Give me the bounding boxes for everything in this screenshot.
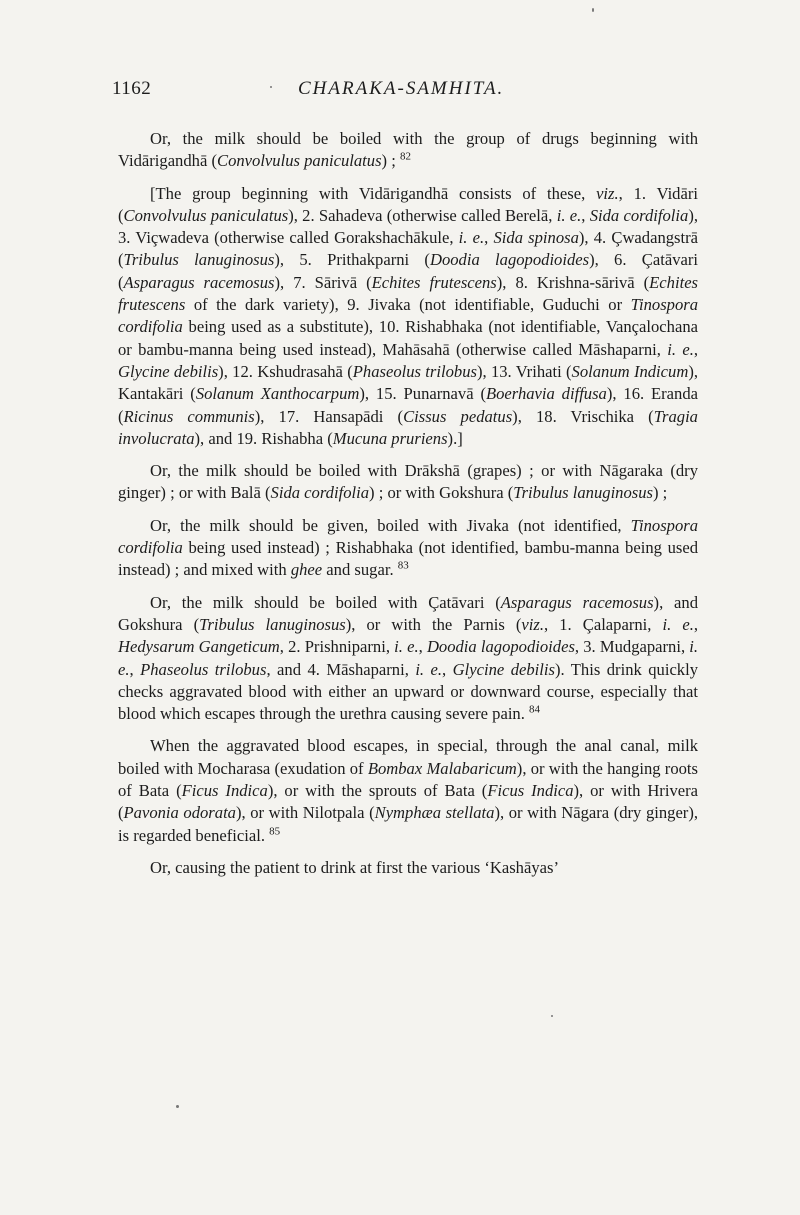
- scan-speck: [176, 1105, 179, 1108]
- italic-term: Tribulus lanuginosus: [199, 614, 346, 634]
- italic-term: i. e.: [667, 339, 694, 359]
- text-run: Or, causing the patient to drink at first the various ‘Kashāyas’: [150, 857, 559, 877]
- paragraph-p6: [118, 735, 698, 846]
- text-run: ), 4. Çwadangstrā (: [118, 228, 699, 270]
- text-run: , 1. Çalaparni,: [544, 614, 663, 634]
- text-run: ,: [693, 339, 699, 359]
- text-run: ).]: [447, 428, 463, 448]
- italic-term: Doodia lagopodioides: [426, 637, 575, 657]
- text-run: ), or with the hanging roots of Bata (: [118, 758, 698, 801]
- text-run: Or, the milk should be boiled with Drākshā (grapes) ; or with Nāgaraka (dry ginger) ; or with Balā (: [118, 461, 698, 503]
- running-head: CHARAKA-SAMHITA.: [298, 78, 505, 99]
- italic-term: Tinospora cordifolia: [118, 515, 698, 558]
- text-run: of the dark variety), 9. Jivaka (not identifiable, Guduchi or: [185, 295, 631, 315]
- italic-term: Convolvulus paniculatus: [217, 151, 382, 171]
- text-run: ). This drink quickly checks aggravated blood with either an upward or downward course, especially that blood which escapes through the urethra causing severe pain.: [118, 659, 699, 724]
- italic-term: Phaseolus trilobus: [352, 361, 477, 381]
- text-run: ), or with the sprouts of Bata (: [267, 781, 488, 801]
- italic-term: Ficus Indica: [487, 781, 574, 801]
- text-run: ), 5. Prithakparni (: [274, 250, 430, 270]
- italic-term: Boerhavia diffusa: [485, 384, 607, 404]
- text-run: ), 13. Vrihati (: [476, 361, 572, 381]
- italic-term: Sida cordifolia: [270, 483, 370, 503]
- text-run: ), 6. Çatāvari (: [118, 250, 699, 292]
- italic-term: Hedysarum Gangeticum: [118, 637, 280, 657]
- text-run: ,: [442, 659, 453, 679]
- scan-speck: [551, 1015, 553, 1017]
- text-run: ,: [129, 659, 141, 679]
- italic-term: Cissus pedatus: [403, 406, 513, 426]
- text-run: When the aggravated blood escapes, in special, through the anal canal, milk boiled with Mocharasa (exudation of: [118, 736, 698, 778]
- text-run: being used instead) ; Rishabhaka (not identified, bambu-manna being used instead) ; and mixed with: [118, 538, 698, 580]
- text-run: ), and 19. Rishabha (: [194, 428, 333, 448]
- italic-term: Tinospora cordifolia: [118, 295, 698, 337]
- paragraph-p1: [118, 128, 698, 173]
- italic-term: i. e.: [458, 228, 485, 248]
- scan-speck: [592, 8, 594, 12]
- italic-term: Bombax Malabaricum: [367, 758, 517, 778]
- text-run: , and 4. Māshaparni,: [266, 659, 416, 679]
- italic-term: Convolvulus paniculatus: [123, 205, 289, 225]
- italic-term: Solanum Indicum: [571, 361, 689, 381]
- text-run: ), 12. Kshudrasahā (: [218, 361, 353, 381]
- text-run: ) ;: [652, 483, 668, 503]
- text-run: ), 16. Eranda (: [118, 384, 698, 426]
- italic-term: Tragia involucrata: [118, 406, 698, 448]
- italic-term: Doodia lagopodioides: [429, 250, 590, 270]
- text-run: ), 7. Sārivā (: [274, 272, 372, 292]
- italic-term: Tribulus lanuginosus: [513, 483, 653, 503]
- text-run: ,: [581, 205, 590, 225]
- italic-term: viz.: [596, 183, 619, 203]
- page-number: 1162: [112, 78, 152, 99]
- text-run: , 1. Vidāri (: [118, 183, 698, 225]
- italic-term: i. e.: [394, 637, 419, 657]
- text-run: ), or with Nilotpala (: [235, 803, 375, 823]
- italic-term: Phaseolus trilobus: [140, 659, 267, 679]
- text-run: ), or with the Parnis (: [345, 614, 522, 634]
- italic-term: Ricinus communis: [123, 406, 255, 426]
- text-run: ), or with Nāgara (dry ginger), is regarded beneficial.: [118, 803, 699, 845]
- text-run: Or, the milk should be boiled with the group of drugs beginning with Vidārigandhā (: [118, 129, 698, 171]
- italic-term: Mucuna pruriens: [332, 428, 448, 448]
- italic-term: Glycine debilis: [118, 361, 219, 381]
- footnote-ref: 85: [269, 825, 281, 838]
- italic-term: Asparagus racemosus: [500, 592, 654, 612]
- text-run: ), 15. Punarnavā (: [359, 384, 486, 404]
- footnote-ref: 84: [529, 703, 541, 716]
- text-run: ), Kantakāri (: [118, 361, 699, 404]
- footnote-ref: 83: [397, 559, 409, 572]
- text-run: being used as a substitute), 10. Rishabhaka (not identifiable, Vançalochana or bambu-manna being used instead), Mahāsahā (otherwise called Māshaparni,: [118, 317, 698, 359]
- text-run: , 3. Mudgaparni,: [574, 637, 690, 657]
- page-header: [112, 78, 702, 108]
- text-run: ), and Gokshura (: [118, 592, 698, 634]
- text-run: ) ; or with Gokshura (: [369, 483, 514, 503]
- italic-term: Asparagus racemosus: [123, 272, 275, 292]
- text-run: ,: [693, 614, 699, 634]
- text-run: Or, the milk should be boiled with Çatāvari (: [150, 592, 501, 612]
- italic-term: i. e.: [118, 637, 699, 679]
- italic-term: i. e.: [556, 205, 582, 225]
- text-run: ), 2. Sahadeva (otherwise called Berelā,: [288, 205, 557, 225]
- text-run: ), 17. Hansapādi (: [254, 406, 404, 426]
- italic-term: Glycine debilis: [452, 659, 555, 679]
- italic-term: Sida cordifolia: [589, 205, 689, 225]
- text-run: ), 18. Vrischika (: [512, 406, 654, 426]
- italic-term: i. e.: [415, 659, 443, 679]
- paragraph-p5: [118, 592, 698, 726]
- text-run: and sugar.: [322, 560, 398, 580]
- text-run: ,: [418, 637, 427, 657]
- paragraph-p7: [118, 857, 698, 879]
- text-run: , 2. Prishniparni,: [279, 637, 395, 657]
- paragraph-p3: [118, 460, 698, 505]
- text-run: ), or with Hrivera (: [118, 781, 698, 823]
- italic-term: Tribulus lanuginosus: [123, 250, 275, 270]
- scan-speck: [270, 86, 272, 88]
- italic-term: Nymphæa stellata: [374, 803, 495, 823]
- italic-term: Ficus Indica: [181, 781, 268, 801]
- footnote-ref: 82: [399, 150, 411, 163]
- italic-term: Echites frutescens: [371, 272, 497, 292]
- italic-term: ghee: [290, 560, 323, 580]
- text-run: Or, the milk should be given, boiled with Jivaka (not identified,: [150, 515, 631, 535]
- text-run: ) ;: [381, 151, 400, 171]
- italic-term: Pavonia odorata: [123, 803, 236, 823]
- body-text: [118, 128, 698, 879]
- text-run: [The group beginning with Vidārigandhā consists of these,: [150, 183, 597, 203]
- paragraph-p2: [118, 183, 698, 451]
- paragraph-p4: [118, 515, 698, 582]
- italic-term: Echites frutescens: [118, 272, 699, 315]
- italic-term: i. e.: [662, 614, 694, 634]
- text-run: ), 8. Krishna-sārivā (: [496, 272, 650, 292]
- italic-term: viz.: [521, 614, 545, 634]
- italic-term: Solanum Xanthocarpum: [195, 384, 360, 404]
- text-run: ,: [484, 228, 494, 248]
- text-run: ), 3. Viçwadeva (otherwise called Gorakshachākule,: [118, 205, 699, 248]
- italic-term: Sida spinosa: [493, 228, 579, 248]
